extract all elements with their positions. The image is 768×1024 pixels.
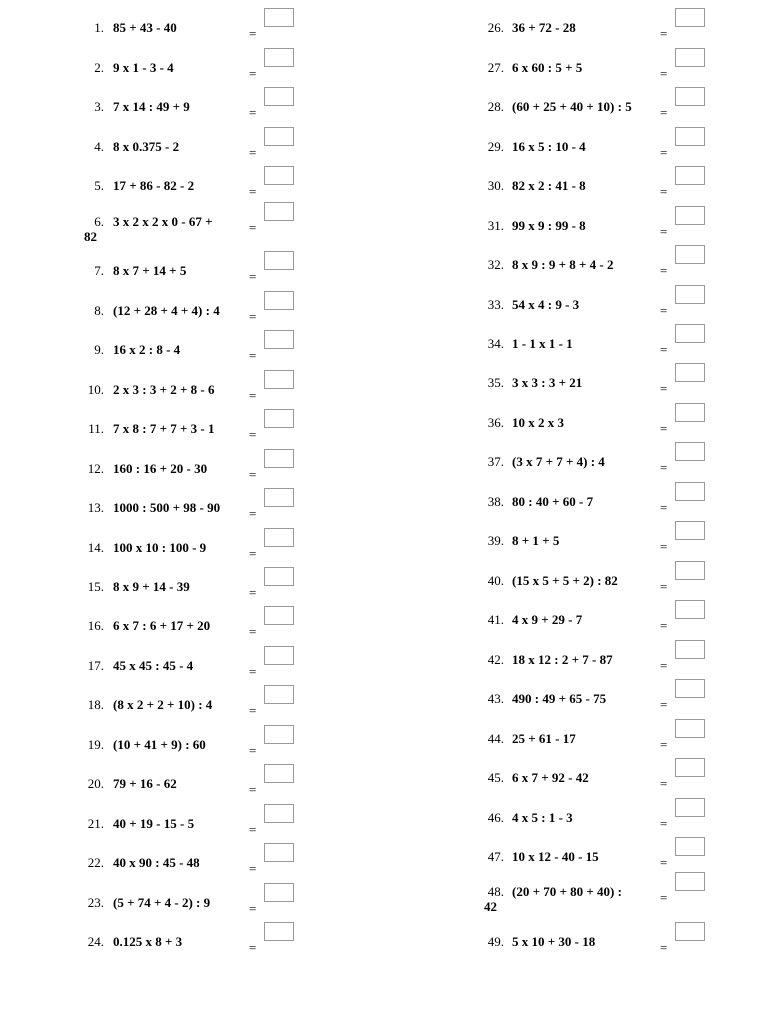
answer-box[interactable]: [675, 922, 705, 941]
problem-expression: 25 + 61 - 17: [512, 731, 576, 746]
problem-expression: 40 x 90 : 45 - 48: [113, 855, 200, 870]
problem-expression: 8 x 9 + 14 - 39: [113, 579, 190, 594]
problem-row: [402, 60, 722, 90]
equals-sign: =: [660, 381, 668, 396]
answer-box[interactable]: [675, 324, 705, 343]
equals-sign: =: [660, 145, 668, 160]
problem-expression: 4 x 9 + 29 - 7: [512, 612, 583, 627]
equals-sign: =: [660, 224, 668, 239]
problem-number: 21.: [87, 816, 104, 831]
answer-box[interactable]: [264, 764, 294, 783]
problem-expression: (10 + 41 + 9) : 60: [113, 737, 206, 752]
answer-box[interactable]: [675, 403, 705, 422]
problem-row: [402, 770, 722, 800]
answer-box[interactable]: [264, 409, 294, 428]
equals-sign: =: [249, 624, 257, 639]
answer-box[interactable]: [675, 442, 705, 461]
answer-box[interactable]: [264, 567, 294, 586]
problem-row: [0, 139, 320, 169]
answer-box[interactable]: [264, 87, 294, 106]
answer-box[interactable]: [264, 251, 294, 270]
equals-sign: =: [660, 776, 668, 791]
equals-sign: =: [249, 664, 257, 679]
problem-number: 46.: [487, 810, 504, 825]
problem-row: [0, 934, 320, 964]
problem-row: [0, 60, 320, 90]
problem-row: [0, 618, 320, 648]
problem-number: 15.: [87, 579, 104, 594]
problem-row: [0, 855, 320, 885]
problem-row: [402, 934, 722, 964]
equals-sign: =: [660, 303, 668, 318]
problem-number: 3.: [94, 99, 104, 114]
problem-row: [402, 884, 722, 914]
problem-row: [0, 461, 320, 491]
problem-row: [402, 139, 722, 169]
answer-box[interactable]: [675, 561, 705, 580]
problem-number: 5.: [94, 178, 104, 193]
problem-expression: 490 : 49 + 65 - 75: [512, 691, 607, 706]
problem-expression: 85 + 43 - 40: [113, 20, 177, 35]
equals-sign: =: [249, 348, 257, 363]
problem-expression: 6 x 60 : 5 + 5: [512, 60, 583, 75]
answer-box[interactable]: [675, 285, 705, 304]
answer-box[interactable]: [675, 206, 705, 225]
problem-number: 33.: [487, 297, 504, 312]
answer-box[interactable]: [675, 127, 705, 146]
answer-box[interactable]: [264, 370, 294, 389]
problem-number: 35.: [487, 375, 504, 390]
equals-sign: =: [660, 500, 668, 515]
problem-number: 45.: [487, 770, 504, 785]
answer-box[interactable]: [675, 719, 705, 738]
problem-expression: 54 x 4 : 9 - 3: [512, 297, 580, 312]
problem-expression: (20 + 70 + 80 + 40) :: [512, 884, 622, 899]
equals-sign: =: [249, 546, 257, 561]
equals-sign: =: [249, 66, 257, 81]
problem-number: 19.: [87, 737, 104, 752]
answer-box[interactable]: [264, 685, 294, 704]
equals-sign: =: [660, 184, 668, 199]
problem-row: [0, 579, 320, 609]
problem-expression: 6 x 7 : 6 + 17 + 20: [113, 618, 211, 633]
problem-expression: 2 x 3 : 3 + 2 + 8 - 6: [113, 382, 215, 397]
problem-number: 12.: [87, 461, 104, 476]
problem-row: [0, 500, 320, 530]
problem-row: [402, 20, 722, 50]
problem-row: [0, 303, 320, 333]
problem-number: 9.: [94, 342, 104, 357]
problem-expression: 17 + 86 - 82 - 2: [113, 178, 195, 193]
equals-sign: =: [249, 388, 257, 403]
answer-box[interactable]: [264, 291, 294, 310]
problem-expression: 8 x 7 + 14 + 5: [113, 263, 187, 278]
answer-box[interactable]: [675, 48, 705, 67]
answer-box[interactable]: [264, 843, 294, 862]
equals-sign: =: [249, 703, 257, 718]
problem-row: [402, 99, 722, 129]
problem-number: 17.: [87, 658, 104, 673]
problem-expression: 8 x 0.375 - 2: [113, 139, 180, 154]
equals-sign: =: [249, 309, 257, 324]
problem-expression: (12 + 28 + 4 + 4) : 4: [113, 303, 220, 318]
answer-box[interactable]: [264, 48, 294, 67]
equals-sign: =: [660, 105, 668, 120]
answer-box[interactable]: [675, 166, 705, 185]
problem-row: [402, 375, 722, 405]
problem-expression: 80 : 40 + 60 - 7: [512, 494, 594, 509]
problem-row: [0, 20, 320, 50]
equals-sign: =: [249, 901, 257, 916]
problem-row: [402, 415, 722, 445]
problem-number: 22.: [87, 855, 104, 870]
problem-number: 29.: [487, 139, 504, 154]
problem-row: [402, 652, 722, 682]
equals-sign: =: [660, 579, 668, 594]
answer-box[interactable]: [675, 245, 705, 264]
problem-number: 47.: [487, 849, 504, 864]
answer-box[interactable]: [675, 8, 705, 27]
problem-expression-continued: 82: [84, 229, 97, 244]
equals-sign: =: [660, 26, 668, 41]
equals-sign: =: [660, 618, 668, 633]
problem-expression: 8 + 1 + 5: [512, 533, 560, 548]
problem-row: [402, 612, 722, 642]
problem-number: 14.: [87, 540, 104, 555]
problem-number: 27.: [487, 60, 504, 75]
problem-expression: 3 x 2 x 2 x 0 - 67 +: [113, 214, 213, 229]
problem-expression: 82 x 2 : 41 - 8: [512, 178, 586, 193]
answer-box[interactable]: [264, 528, 294, 547]
problem-row: [0, 263, 320, 293]
problem-number: 34.: [487, 336, 504, 351]
problem-expression: 16 x 2 : 8 - 4: [113, 342, 181, 357]
problem-number: 40.: [487, 573, 504, 588]
problem-expression: 7 x 14 : 49 + 9: [113, 99, 190, 114]
problem-number: 4.: [94, 139, 104, 154]
problem-row: [0, 816, 320, 846]
problem-expression: (15 x 5 + 5 + 2) : 82: [512, 573, 618, 588]
answer-box[interactable]: [675, 600, 705, 619]
problem-expression: 18 x 12 : 2 + 7 - 87: [512, 652, 613, 667]
answer-box[interactable]: [675, 482, 705, 501]
problem-row: [402, 533, 722, 563]
answer-box[interactable]: [264, 922, 294, 941]
problem-number: 41.: [487, 612, 504, 627]
problem-number: 20.: [87, 776, 104, 791]
equals-sign: =: [660, 940, 668, 955]
equals-sign: =: [249, 822, 257, 837]
problem-row: [402, 810, 722, 840]
equals-sign: =: [660, 66, 668, 81]
problem-row: [0, 382, 320, 412]
problem-number: 10.: [87, 382, 104, 397]
equals-sign: =: [660, 697, 668, 712]
problem-expression: 9 x 1 - 3 - 4: [113, 60, 174, 75]
equals-sign: =: [660, 421, 668, 436]
equals-sign: =: [249, 743, 257, 758]
problem-expression: 5 x 10 + 30 - 18: [512, 934, 596, 949]
problem-expression: 7 x 8 : 7 + 7 + 3 - 1: [113, 421, 215, 436]
answer-box[interactable]: [264, 202, 294, 221]
problem-row: [0, 99, 320, 129]
answer-box[interactable]: [264, 606, 294, 625]
problem-expression: 79 + 16 - 62: [113, 776, 177, 791]
problem-row: [0, 658, 320, 688]
problem-row: [0, 895, 320, 925]
answer-box[interactable]: [675, 87, 705, 106]
problem-number: 13.: [87, 500, 104, 515]
problem-number: 7.: [94, 263, 104, 278]
problem-expression: 10 x 2 x 3: [512, 415, 564, 430]
answer-box[interactable]: [675, 521, 705, 540]
equals-sign: =: [660, 658, 668, 673]
problem-expression: 100 x 10 : 100 - 9: [113, 540, 207, 555]
problem-number: 16.: [87, 618, 104, 633]
equals-sign: =: [249, 506, 257, 521]
problem-expression-continued: 42: [484, 899, 497, 914]
problem-expression: 160 : 16 + 20 - 30: [113, 461, 208, 476]
answer-box[interactable]: [264, 488, 294, 507]
problem-row: [0, 776, 320, 806]
answer-box[interactable]: [264, 646, 294, 665]
problem-number: 30.: [487, 178, 504, 193]
answer-box[interactable]: [675, 872, 705, 891]
equals-sign: =: [660, 460, 668, 475]
problem-expression: (5 + 74 + 4 - 2) : 9: [113, 895, 211, 910]
equals-sign: =: [660, 342, 668, 357]
problem-row: [402, 849, 722, 879]
problem-row: [402, 573, 722, 603]
answer-box[interactable]: [264, 166, 294, 185]
problem-number: 32.: [487, 257, 504, 272]
problem-expression: (60 + 25 + 40 + 10) : 5: [512, 99, 632, 114]
equals-sign: =: [249, 427, 257, 442]
equals-sign: =: [249, 940, 257, 955]
problem-expression: 99 x 9 : 99 - 8: [512, 218, 586, 233]
problem-number: 1.: [94, 20, 104, 35]
equals-sign: =: [660, 816, 668, 831]
problem-expression: 45 x 45 : 45 - 4: [113, 658, 194, 673]
problem-number: 6.: [94, 214, 104, 229]
problem-number: 48.: [487, 884, 504, 899]
equals-sign: =: [249, 861, 257, 876]
equals-sign: =: [249, 26, 257, 41]
equals-sign: =: [249, 184, 257, 199]
problem-expression: (8 x 2 + 2 + 10) : 4: [113, 697, 213, 712]
equals-sign: =: [660, 855, 668, 870]
problem-expression: 40 + 19 - 15 - 5: [113, 816, 195, 831]
problem-row: [0, 342, 320, 372]
answer-box[interactable]: [264, 725, 294, 744]
answer-box[interactable]: [264, 127, 294, 146]
problem-row: [0, 540, 320, 570]
problem-number: 49.: [487, 934, 504, 949]
answer-box[interactable]: [264, 330, 294, 349]
equals-sign: =: [249, 105, 257, 120]
answer-box[interactable]: [264, 883, 294, 902]
problem-number: 28.: [487, 99, 504, 114]
problem-number: 8.: [94, 303, 104, 318]
answer-box[interactable]: [675, 758, 705, 777]
equals-sign: =: [249, 145, 257, 160]
equals-sign: =: [660, 539, 668, 554]
problem-row: [0, 421, 320, 451]
problem-expression: 4 x 5 : 1 - 3: [512, 810, 573, 825]
problem-number: 2.: [94, 60, 104, 75]
equals-sign: =: [249, 467, 257, 482]
problem-number: 43.: [487, 691, 504, 706]
answer-box[interactable]: [675, 363, 705, 382]
answer-box[interactable]: [675, 798, 705, 817]
problem-row: [402, 494, 722, 524]
answer-box[interactable]: [675, 640, 705, 659]
equals-sign: =: [249, 269, 257, 284]
problem-expression: 36 + 72 - 28: [512, 20, 576, 35]
equals-sign: =: [660, 263, 668, 278]
answer-box[interactable]: [675, 837, 705, 856]
problem-number: 11.: [88, 421, 104, 436]
problem-expression: 16 x 5 : 10 - 4: [512, 139, 586, 154]
problem-row: [402, 731, 722, 761]
problem-number: 42.: [487, 652, 504, 667]
problem-row: [402, 297, 722, 327]
problem-expression: 10 x 12 - 40 - 15: [512, 849, 599, 864]
problem-row: [0, 737, 320, 767]
problem-expression: 1000 : 500 + 98 - 90: [113, 500, 221, 515]
problem-number: 39.: [487, 533, 504, 548]
problem-number: 44.: [487, 731, 504, 746]
problem-number: 24.: [87, 934, 104, 949]
problem-row: [402, 178, 722, 208]
problem-expression: 6 x 7 + 92 - 42: [512, 770, 589, 785]
answer-box[interactable]: [264, 449, 294, 468]
equals-sign: =: [660, 737, 668, 752]
problem-number: 23.: [87, 895, 104, 910]
problem-number: 26.: [487, 20, 504, 35]
problem-number: 18.: [87, 697, 104, 712]
problem-number: 38.: [487, 494, 504, 509]
problem-row: [0, 214, 320, 244]
answer-box[interactable]: [675, 679, 705, 698]
answer-box[interactable]: [264, 804, 294, 823]
problem-row: [402, 257, 722, 287]
equals-sign: =: [249, 585, 257, 600]
problem-expression: 3 x 3 : 3 + 21: [512, 375, 583, 390]
equals-sign: =: [249, 782, 257, 797]
problem-number: 31.: [487, 218, 504, 233]
problem-row: [402, 218, 722, 248]
problem-number: 36.: [487, 415, 504, 430]
problem-expression: 1 - 1 x 1 - 1: [512, 336, 573, 351]
equals-sign: =: [660, 890, 668, 905]
problem-row: [0, 697, 320, 727]
problem-number: 37.: [487, 454, 504, 469]
problem-expression: (3 x 7 + 7 + 4) : 4: [512, 454, 605, 469]
equals-sign: =: [249, 220, 257, 235]
problem-row: [402, 691, 722, 721]
problem-row: [402, 336, 722, 366]
problem-row: [402, 454, 722, 484]
problem-expression: 8 x 9 : 9 + 8 + 4 - 2: [512, 257, 614, 272]
answer-box[interactable]: [264, 8, 294, 27]
problem-expression: 0.125 x 8 + 3: [113, 934, 183, 949]
